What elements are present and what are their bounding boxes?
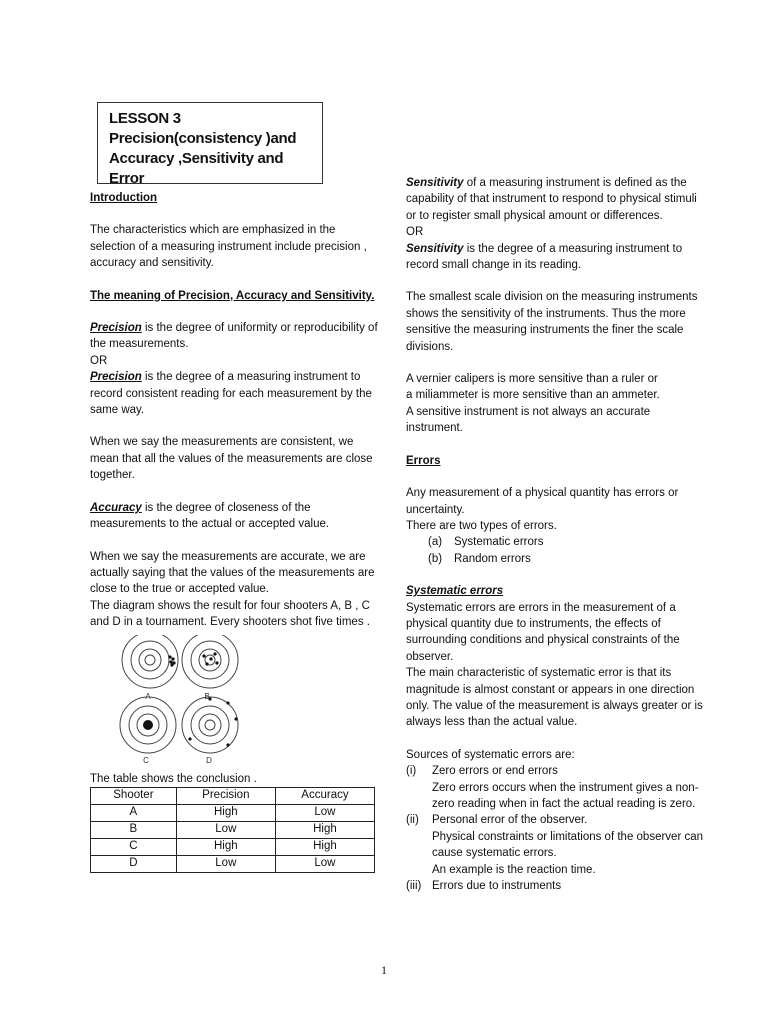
precision-term: Precision bbox=[90, 322, 142, 335]
source-label: (ii) bbox=[406, 814, 419, 827]
vernier-text-1: A vernier calipers is more sensitive than a ruler or bbox=[406, 373, 658, 386]
lesson-title-line-1: Precision(consistency )and bbox=[109, 130, 297, 147]
or-separator-1: OR bbox=[90, 354, 108, 367]
source-label: (iii) bbox=[406, 880, 422, 893]
diagram-description: The diagram shows the result for four shooters A, B , C and D in a tournament. Every shooters shot five times . bbox=[90, 599, 370, 629]
right-column bbox=[406, 175, 706, 894]
source-title: Personal error of the observer. bbox=[432, 814, 588, 827]
table-cell: C bbox=[91, 838, 177, 855]
source-item-3 bbox=[406, 878, 706, 894]
source-title: Zero errors or end errors bbox=[432, 765, 558, 778]
table-cell: Low bbox=[176, 855, 275, 872]
accuracy-term: Accuracy bbox=[90, 501, 142, 514]
source-item-2 bbox=[406, 812, 706, 828]
precision-term-2: Precision bbox=[90, 371, 142, 384]
errors-text-1: Any measurement of a physical quantity has errors or uncertainty. bbox=[406, 487, 679, 516]
source-item-1 bbox=[406, 763, 706, 779]
scale-text: The smallest scale division on the measuring instruments shows the sensitivity of the instruments. Thus the more sensitive the measuring instruments the finer the scale divisions. bbox=[406, 291, 698, 353]
sensitivity-term: Sensitivity bbox=[406, 177, 464, 189]
lesson-number: LESSON 3 bbox=[109, 110, 181, 127]
sensitivity-definition-1 bbox=[406, 175, 706, 224]
table-cell: Low bbox=[176, 821, 275, 838]
left-column bbox=[90, 190, 380, 873]
table-header-cell: Accuracy bbox=[275, 787, 374, 804]
errors-heading: Errors bbox=[406, 454, 441, 467]
precision-definition-1 bbox=[90, 320, 380, 353]
label-a: A bbox=[145, 691, 151, 701]
list-item-text: Systematic errors bbox=[454, 536, 544, 549]
lesson-title-box bbox=[97, 102, 323, 187]
target-diagram-svg bbox=[90, 635, 290, 775]
sources-heading: Sources of systematic errors are: bbox=[406, 748, 575, 761]
source-title: Errors due to instruments bbox=[432, 880, 562, 893]
sensitivity-def-text-2: is the degree of a measuring instrument to record small change in its reading. bbox=[406, 242, 683, 272]
vernier-text-2: a miliammeter is more sensitive than an ammeter. bbox=[406, 389, 660, 402]
table-cell: D bbox=[91, 855, 177, 872]
list-item bbox=[406, 534, 706, 550]
label-b: B bbox=[204, 691, 210, 701]
target-d bbox=[182, 697, 238, 753]
table-cell: A bbox=[91, 804, 177, 821]
table-cell: B bbox=[91, 821, 177, 838]
introduction-heading: Introduction bbox=[90, 192, 158, 204]
systematic-text-2: The main characteristic of systematic error is that its magnitude is almost constant or appears in one direction only. The value of the measurement is always greater or is always less than the actual value. bbox=[406, 667, 703, 729]
table-row bbox=[91, 838, 375, 855]
target-a bbox=[122, 635, 178, 688]
source-label: (i) bbox=[406, 765, 417, 778]
systematic-errors-heading: Systematic errors bbox=[406, 585, 504, 598]
sensitivity-term-2: Sensitivity bbox=[406, 242, 464, 255]
or-separator-2: OR bbox=[406, 226, 424, 239]
table-row bbox=[91, 821, 375, 838]
conclusion-table bbox=[90, 787, 375, 873]
source-description: Physical constraints or limitations of the observer can cause systematic errors. bbox=[432, 830, 704, 860]
list-item-label: (a) bbox=[428, 536, 443, 549]
sensitivity-definition-2 bbox=[406, 241, 706, 274]
table-cell: High bbox=[275, 838, 374, 855]
sensitivity-def-text-1: of a measuring instrument is defined as the capability of that instrument to respond to physical stimuli or to register small physical amount or differences. bbox=[406, 177, 697, 222]
target-diagram bbox=[90, 635, 290, 775]
introduction-text: The characteristics which are emphasized in the selection of a measuring instrument include precision , accuracy and sensitivity. bbox=[90, 224, 367, 270]
source-description: An example is the reaction time. bbox=[432, 863, 596, 876]
meaning-heading: The meaning of Precision, Accuracy and Sensitivity. bbox=[90, 289, 375, 302]
list-item-label: (b) bbox=[428, 552, 443, 565]
label-c: C bbox=[143, 755, 149, 765]
table-caption: The table shows the conclusion . bbox=[90, 772, 257, 785]
source-description: Zero errors occurs when the instrument gives a non- zero reading when in fact the actual reading is zero. bbox=[432, 781, 699, 810]
list-item-text: Random errors bbox=[454, 552, 531, 565]
consistent-text: When we say the measurements are consistent, we mean that all the values of the measurements are close together. bbox=[90, 436, 373, 482]
table-row bbox=[91, 804, 375, 821]
table-cell: Low bbox=[275, 804, 374, 821]
precision-def-text-1: is the degree of uniformity or reproducibility of the measurements. bbox=[90, 322, 378, 351]
errors-text-2: There are two types of errors. bbox=[406, 519, 557, 532]
target-c bbox=[120, 697, 176, 753]
table-row bbox=[91, 855, 375, 872]
table-cell: High bbox=[176, 838, 275, 855]
lesson-title-line-2: Accuracy ,Sensitivity and Error bbox=[109, 150, 284, 187]
table-header-cell: Precision bbox=[176, 787, 275, 804]
systematic-text-1: Systematic errors are errors in the measurement of a physical quantity due to instruments, the effects of surrounding conditions and physical constraints of the observer. bbox=[406, 601, 680, 663]
page-number: 1 bbox=[381, 963, 387, 977]
precision-definition-2 bbox=[90, 369, 380, 418]
label-d: D bbox=[206, 755, 212, 765]
table-header-row bbox=[91, 787, 375, 804]
vernier-text-3: A sensitive instrument is not always an accurate instrument. bbox=[406, 405, 651, 435]
accurate-text: When we say the measurements are accurate, we are actually saying that the values of the measurements are close to the true or accepted value. bbox=[90, 550, 375, 596]
target-b bbox=[182, 635, 238, 688]
precision-def-text-2: is the degree of a measuring instrument to record consistent reading for each measurement by the same way. bbox=[90, 371, 372, 417]
list-item bbox=[406, 551, 706, 567]
table-cell: Low bbox=[275, 855, 374, 872]
table-cell: High bbox=[176, 804, 275, 821]
table-header-cell: Shooter bbox=[91, 787, 177, 804]
table-cell: High bbox=[275, 821, 374, 838]
accuracy-def-text: is the degree of closeness of the measurements to the actual or accepted value. bbox=[90, 501, 330, 531]
accuracy-definition bbox=[90, 500, 380, 533]
